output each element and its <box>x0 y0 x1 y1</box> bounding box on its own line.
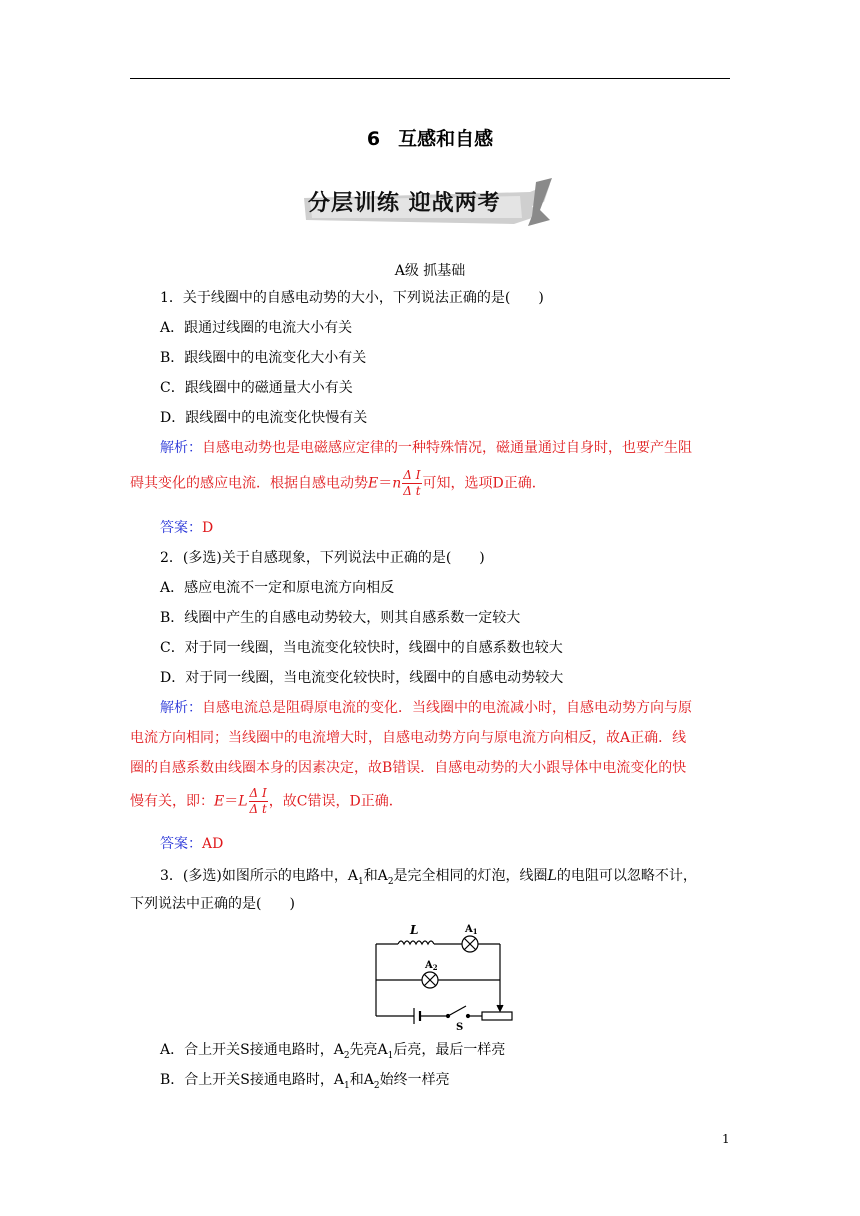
q1-option-b: B．跟线圈中的电流变化大小有关 <box>160 350 367 366</box>
section-banner <box>300 176 560 230</box>
q1-analysis-line1: 解析：自感电动势也是电磁感应定律的一种特殊情况，磁通量通过自身时，也要产生阻 <box>160 440 692 456</box>
q3-option-b: B．合上开关S接通电路时，$A_1$和$A_2$始终一样亮 <box>160 1072 450 1091</box>
q2-analysis-line4: 慢有关，即：E＝L $\frac{\text{Δ I}}{\text{Δ t}}$ ，故C错误，D正确． <box>130 786 403 816</box>
q2-option-a: A．感应电流不一定和原电流方向相反 <box>160 580 395 596</box>
fraction: $\frac{\text{Δ I}}{\text{Δ t}}$ <box>403 468 421 498</box>
switch-s <box>448 1006 466 1016</box>
q2-stem: 2．(多选)关于自感现象，下列说法中正确的是( ) <box>160 550 485 566</box>
q3-stem: 3．(多选)如图所示的电路中，$A_1$和$A_2$是完全相同的灯泡，线圈L的电阻可以忽略不计， <box>160 868 697 887</box>
q2-analysis-line3: 圈的自感系数由线圈本身的因素决定，故B错误．自感电动势的大小跟导体中电流变化的快 <box>130 760 687 776</box>
q2-option-b: B．线圈中产生的自感电动势较大，则其自感系数一定较大 <box>160 610 521 626</box>
q2-option-d: D．对于同一线圈，当电流变化较快时，线圈中的自感电动势较大 <box>160 670 564 686</box>
label-l: L <box>410 923 419 937</box>
label-s: S <box>456 1022 464 1032</box>
banner-text: 分层训练 迎战两考 <box>308 191 501 216</box>
fraction: $\frac{\text{Δ I}}{\text{Δ t}}$ <box>249 786 267 816</box>
inductor-coil <box>398 941 434 944</box>
q1-answer: 答案：D <box>160 520 214 536</box>
analysis-label: 解析： <box>160 440 202 456</box>
circuit-diagram <box>370 922 520 1032</box>
label-a1: $A_1$ <box>465 924 478 936</box>
rheostat <box>482 1012 512 1020</box>
q3-option-a: A．合上开关S接通电路时，$A_2$先亮$A_1$后亮，最后一样亮 <box>160 1042 506 1061</box>
level-label: A级 抓基础 <box>394 263 466 279</box>
page-number: 1 <box>722 1132 730 1146</box>
chapter-title <box>0 124 860 151</box>
label-a2: $A_2$ <box>425 960 438 972</box>
header-rule <box>130 78 730 79</box>
q1-stem: 1．关于线圈中的自感电动势的大小，下列说法正确的是( ) <box>160 290 544 306</box>
q2-analysis-line2: 电流方向相同；当线圈中的电流增大时，自感电动势方向与原电流方向相反，故A正确．线 <box>130 730 687 746</box>
chapter-title-text: 互感和自感 <box>398 128 494 150</box>
q3-stem-line2: 下列说法中正确的是( ) <box>130 896 295 912</box>
q2-answer: 答案：AD <box>160 836 224 852</box>
q2-analysis-line1: 解析：自感电流总是阻碍原电流的变化．当线圈中的电流减小时，自感电动势方向与原 <box>160 700 692 716</box>
q1-option-a: A．跟通过线圈的电流大小有关 <box>160 320 353 336</box>
q1-option-c: C．跟线圈中的磁通量大小有关 <box>160 380 353 396</box>
q1-option-d: D．跟线圈中的电流变化快慢有关 <box>160 410 368 426</box>
chapter-number: 6 <box>366 128 381 150</box>
q1-analysis-line2: 碍其变化的感应电流．根据自感电动势E＝n $\frac{\text{Δ I}}{\text{Δ t}}$ 可知，选项D正确． <box>130 468 546 498</box>
q2-option-c: C．对于同一线圈，当电流变化较快时，线圈中的自感系数也较大 <box>160 640 563 656</box>
